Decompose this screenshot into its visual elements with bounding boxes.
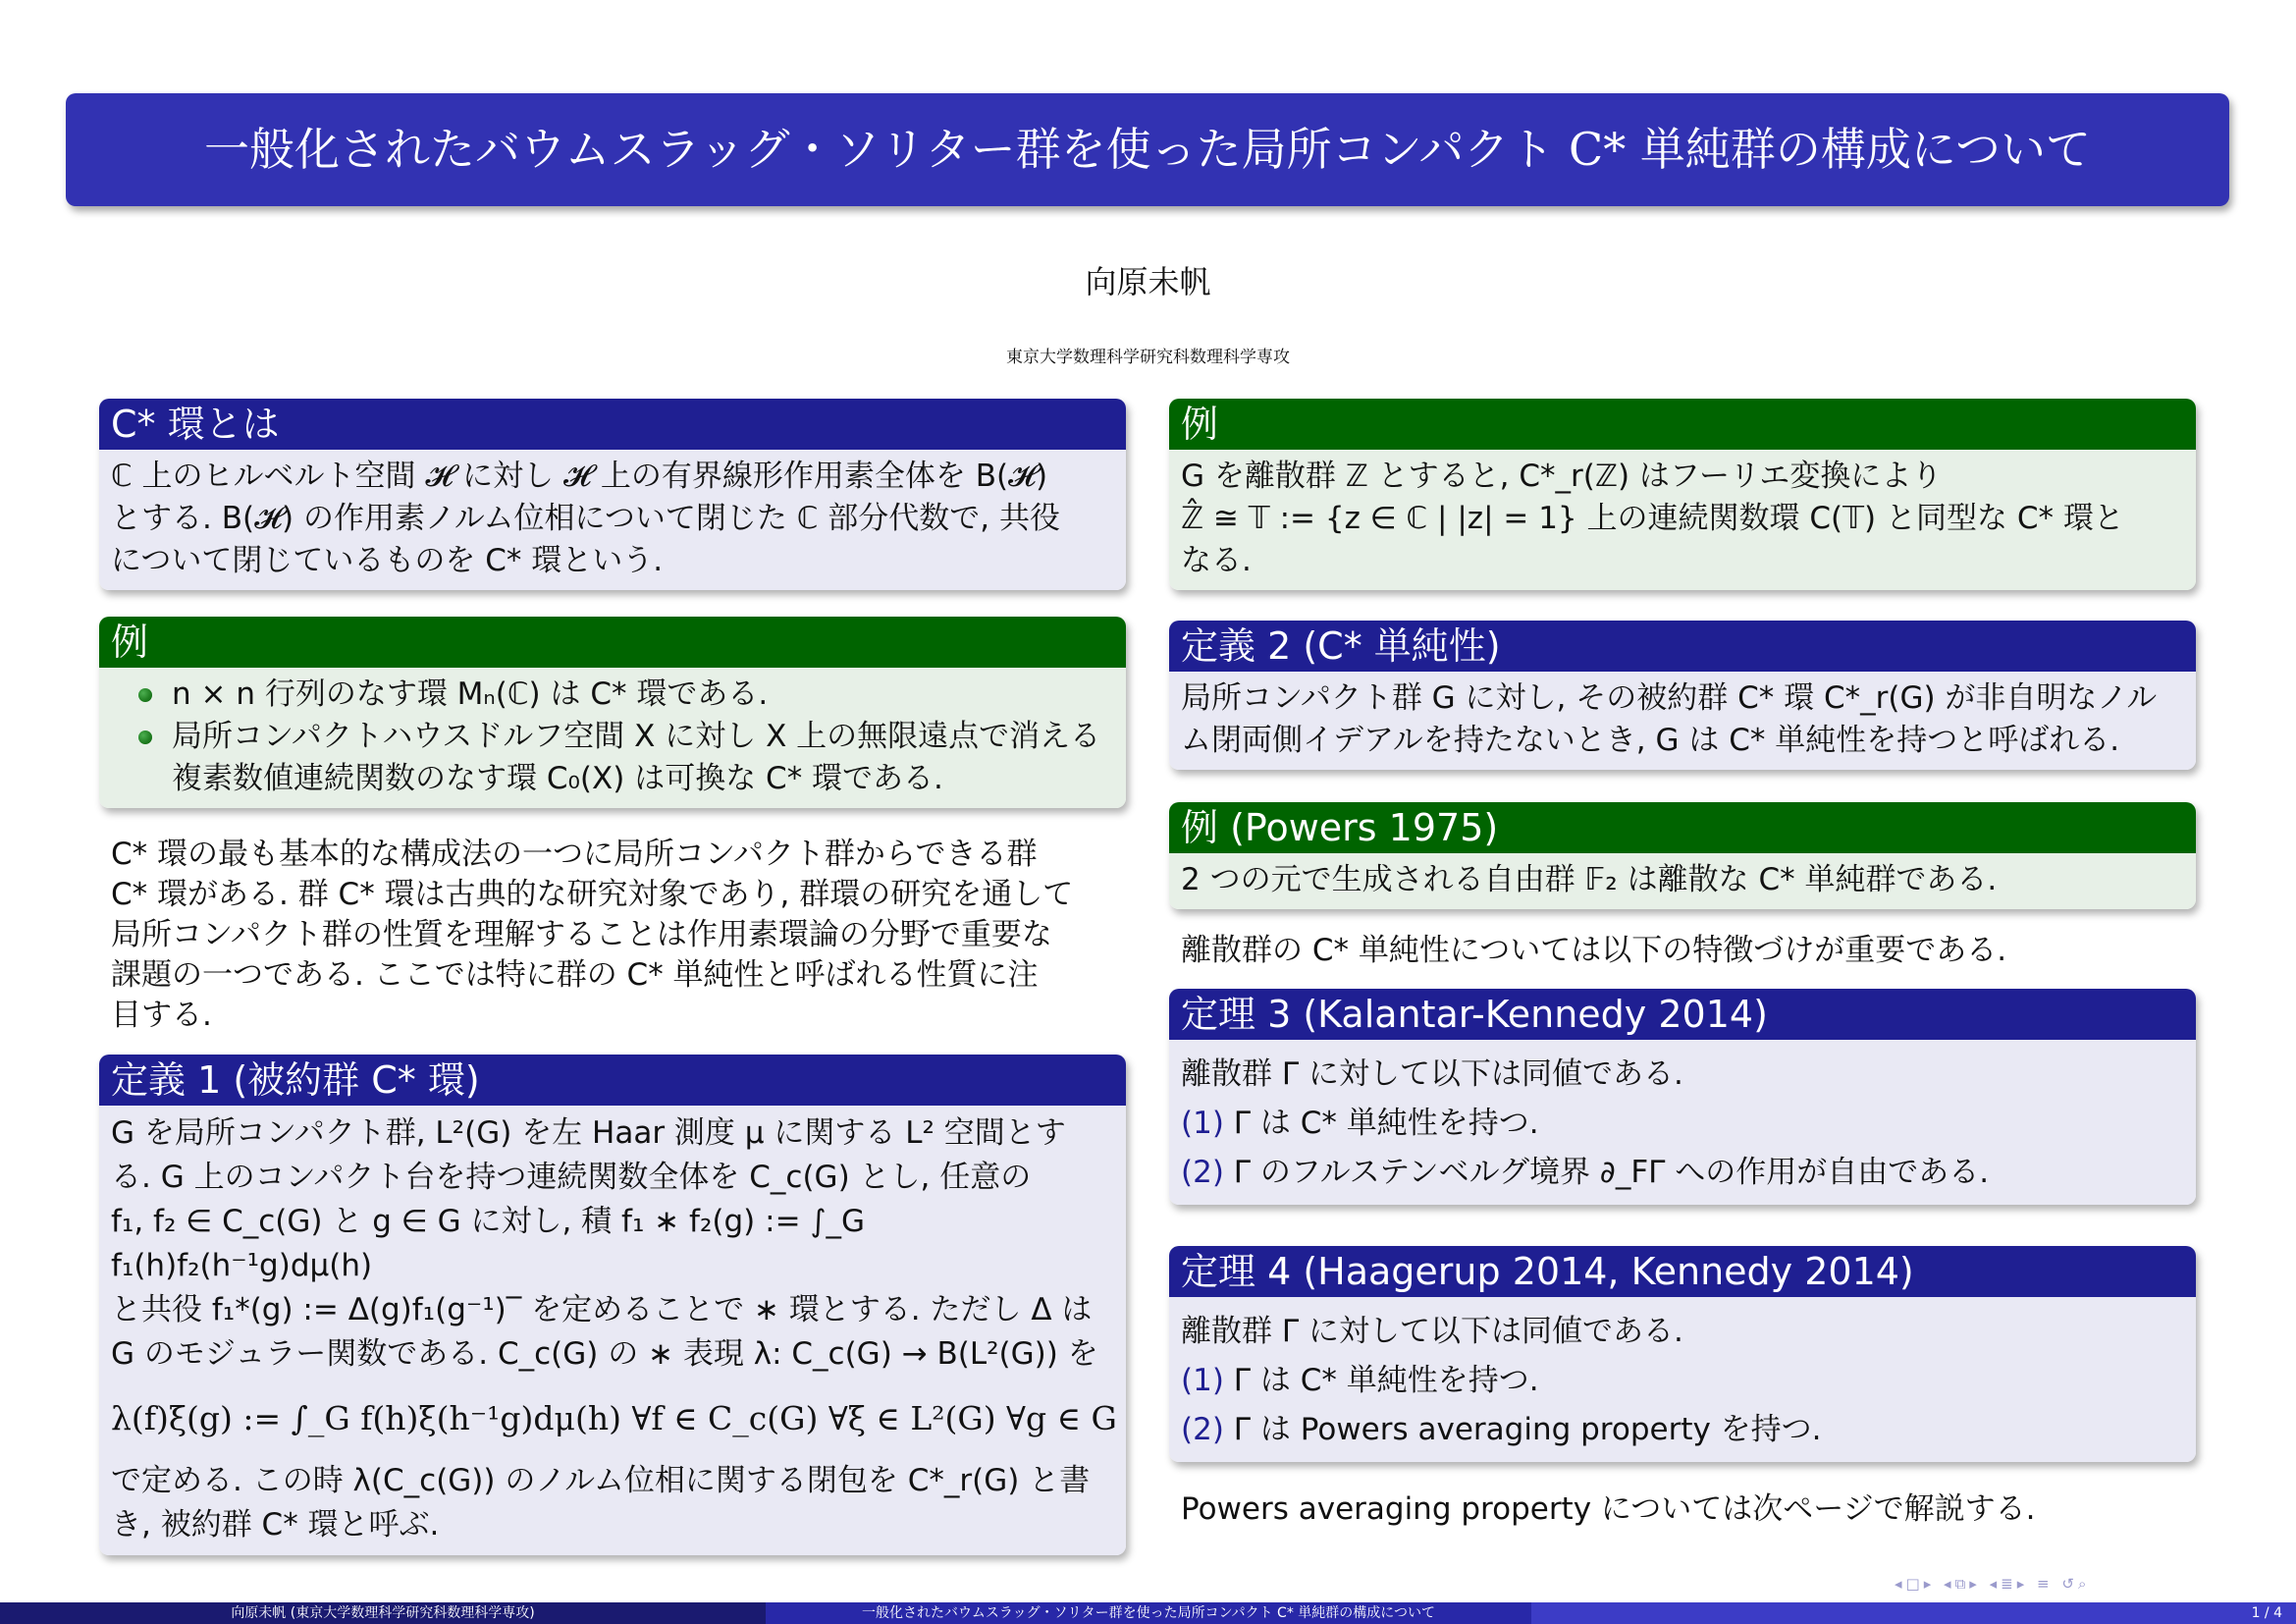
footer-title: 一般化されたバウムスラッグ・ソリター群を使った局所コンパクト C* 単純群の構成について [766, 1602, 1531, 1624]
text-line: き, 被約群 C* 環と呼ぶ. [111, 1507, 440, 1543]
subsection-icon: ≣ [2001, 1575, 2017, 1593]
enum-text: Γ のフルステンベルグ境界 ∂_FΓ への作用が自由である. [1233, 1155, 1990, 1190]
characterization-paragraph: 離散群の C* 単純性については以下の特徴づけが重要である. [1181, 933, 2007, 968]
example-list [111, 674, 1114, 800]
display-formula: λ(f)ξ(g) := ∫_G f(h)ξ(h⁻¹g)dμ(h) ∀f ∈ C_c(G) ∀ξ ∈ L²(G) ∀g ∈ G [111, 1399, 1117, 1437]
block-theorem-4 [1169, 1246, 2196, 1462]
block-header: 例 (Powers 1975) [1169, 802, 2196, 853]
list-item: 局所コンパクトハウスドルフ空間 X に対し X 上の無限遠点で消える複素数値連続関数のなす環 C₀(X) は可換な C* 環である. [111, 716, 1114, 800]
subsection-next-icon[interactable]: ▸ [2016, 1575, 2029, 1593]
align-icon[interactable]: ≡ [2037, 1575, 2054, 1593]
block-header: C* 環とは [99, 399, 1126, 450]
enum-number: (2) [1181, 1155, 1224, 1190]
intro-paragraph [111, 835, 1122, 1036]
text-line: 目する. [111, 998, 212, 1033]
block-example-powers [1169, 802, 2196, 909]
list-item: n × n 行列のなす環 Mₙ(ℂ) は C* 環である. [111, 674, 1114, 716]
block-body [1169, 1040, 2196, 1205]
text-line: G を離散群 ℤ とすると, C*_r(ℤ) はフーリエ変換により [1181, 459, 1943, 494]
text-line: C* 環の最も基本的な構成法の一つに局所コンパクト群からできる群 [111, 837, 1038, 872]
block-definition-1 [99, 1055, 1126, 1555]
subsection-prev-icon[interactable]: ◂ [1989, 1575, 2002, 1593]
footer-author: 向原未帆 (東京大学数理科学研究科数理科学専攻) [0, 1602, 766, 1624]
enum-text: Γ は C* 単純性を持つ. [1233, 1106, 1539, 1141]
section-prev-icon[interactable]: ◂ [1944, 1575, 1955, 1593]
block-theorem-3 [1169, 989, 2196, 1205]
footer-bar [0, 1602, 2296, 1624]
block-example-left [99, 617, 1126, 808]
text-line: 離散群 Γ に対して以下は同値である. [1181, 1056, 1683, 1092]
enum-number: (2) [1181, 1412, 1224, 1447]
author-name: 向原未帆 [1085, 263, 1211, 300]
block-body [99, 668, 1126, 808]
enum-number: (1) [1181, 1106, 1224, 1141]
frame-next-icon[interactable]: ▸ [1923, 1575, 1936, 1593]
block-body [1169, 1297, 2196, 1462]
closing-paragraph: Powers averaging property については次ページで解説する. [1181, 1491, 2036, 1527]
text-line: について閉じているものを C* 環という. [111, 543, 664, 578]
text-line: C* 環がある. 群 C* 環は古典的な研究対象であり, 群環の研究を通して [111, 877, 1074, 912]
text-line: なる. [1181, 543, 1252, 578]
block-header: 例 [1169, 399, 2196, 450]
search-icon[interactable]: ⌕ [2077, 1575, 2091, 1593]
text-line: 離散群 Γ に対して以下は同値である. [1181, 1314, 1683, 1349]
section-next-icon[interactable]: ▸ [1969, 1575, 1981, 1593]
back-icon[interactable]: ↺ [2061, 1575, 2078, 1593]
text-line: ℂ 上のヒルベルト空間 𝓗 に対し 𝓗 上の有界線形作用素全体を B(𝓗) [111, 459, 1048, 494]
enum-text: Γ は C* 単純性を持つ. [1233, 1363, 1539, 1398]
affiliation: 東京大学数理科学研究科数理科学専攻 [1006, 348, 1290, 367]
footer-page-number: 1 / 4 [1531, 1602, 2296, 1624]
text-line: 課題の一つである. ここでは特に群の C* 単純性と呼ばれる性質に注 [111, 957, 1039, 993]
block-header: 定理 3 (Kalantar-Kennedy 2014) [1169, 989, 2196, 1040]
frame-prev-icon[interactable]: ◂ [1895, 1575, 1906, 1593]
text-line: る. G 上のコンパクト台を持つ連続関数全体を C_c(G) とし, 任意の [111, 1160, 1032, 1195]
text-line: で定める. この時 λ(C_c(G)) のノルム位相に関する閉包を C*_r(G) と書 [111, 1463, 1091, 1498]
block-body [1169, 853, 2196, 909]
block-cstar-definition [99, 399, 1126, 590]
text-line: とする. B(𝓗) の作用素ノルム位相について閉じた ℂ 部分代数で, 共役 [111, 501, 1060, 536]
text-line: ℤ̂ ≅ 𝕋 := {z ∈ ℂ | |z| = 1} 上の連続関数環 C(𝕋) と同型な C* 環と [1181, 501, 2124, 536]
poster-title: 一般化されたバウムスラッグ・ソリター群を使った局所コンパクト C* 単純群の構成について [66, 93, 2229, 206]
navigation-symbols[interactable] [1895, 1575, 2090, 1593]
enum-number: (1) [1181, 1363, 1224, 1398]
block-definition-2 [1169, 621, 2196, 770]
text-line: 局所コンパクト群の性質を理解することは作用素環論の分野で重要な [111, 917, 1052, 952]
block-body [1169, 450, 2196, 590]
block-header: 定義 2 (C* 単純性) [1169, 621, 2196, 672]
enum-item [1181, 1148, 2184, 1197]
text-line: ム閉両側イデアルを持たないとき, G は C* 単純性を持つと呼ばれる. [1181, 723, 2120, 758]
block-body [99, 1106, 1126, 1555]
text-line: 局所コンパクト群 G に対し, その被約群 C* 環 C*_r(G) が非自明なノル [1181, 680, 2158, 716]
enum-item [1181, 1356, 2184, 1405]
text-line: 2 つの元で生成される自由群 𝔽₂ は離散な C* 単純群である. [1181, 862, 1998, 897]
block-body [99, 450, 1126, 590]
enum-item [1181, 1099, 2184, 1148]
text-line: f₁, f₂ ∈ C_c(G) と g ∈ G に対し, 積 f₁ ∗ f₂(g) := ∫_G f₁(h)f₂(h⁻¹g)dμ(h) [111, 1204, 866, 1283]
block-body [1169, 672, 2196, 770]
block-header: 定義 1 (被約群 C* 環) [99, 1055, 1126, 1106]
text-line: G のモジュラー関数である. C_c(G) の ∗ 表現 λ: C_c(G) → B(L²(G)) を [111, 1336, 1098, 1372]
text-line: と共役 f₁*(g) := Δ(g)f₁(g⁻¹)‾ を定めることで ∗ 環とする. ただし Δ は [111, 1292, 1093, 1327]
enum-item [1181, 1405, 2184, 1454]
text-line: G を局所コンパクト群, L²(G) を左 Haar 測度 μ に関する L² 空間とす [111, 1115, 1066, 1151]
block-header: 例 [99, 617, 1126, 668]
enum-text: Γ は Powers averaging property を持つ. [1233, 1412, 1822, 1447]
frame-icon: □ [1905, 1575, 1924, 1593]
block-example-right [1169, 399, 2196, 590]
block-header: 定理 4 (Haagerup 2014, Kennedy 2014) [1169, 1246, 2196, 1297]
section-icon: ⧉ [1954, 1575, 1970, 1593]
